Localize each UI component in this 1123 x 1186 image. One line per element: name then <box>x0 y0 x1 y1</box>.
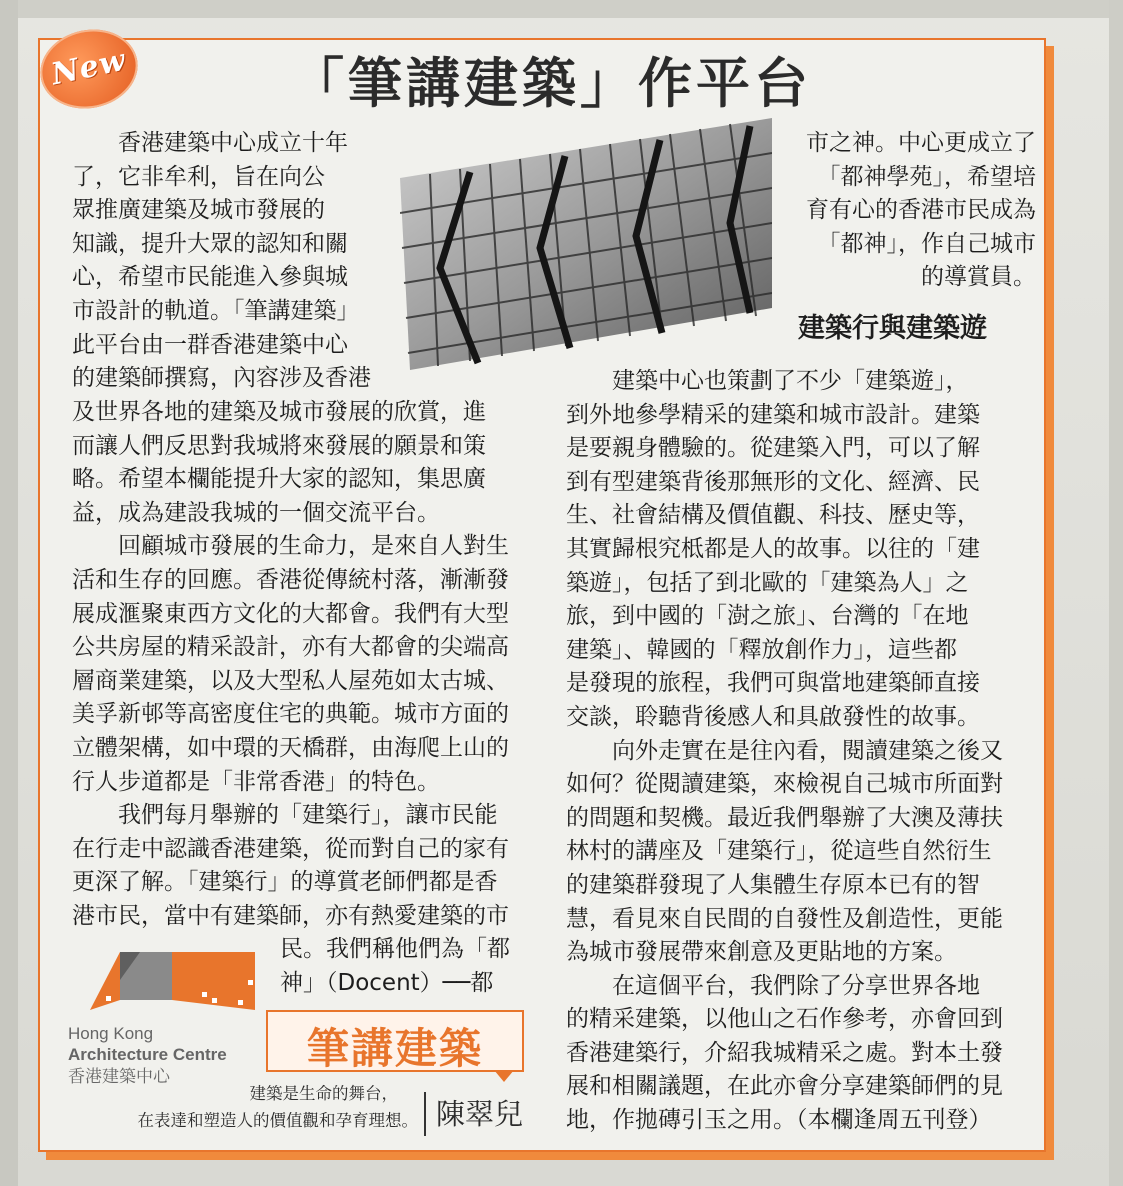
text-line: 我們每月舉辦的「建築行」，讓市民能 <box>72 802 498 829</box>
text-line: 而讓人們反思對我城將來發展的願景和策 <box>72 432 486 459</box>
text-line: 美孚新邨等高密度住宅的典範。城市方面的 <box>72 701 509 728</box>
new-badge-label: New <box>48 42 130 93</box>
text-line: 建築」、韓國的「釋放創作力」，這些都 <box>566 636 957 663</box>
text-line: 民。我們稱他們為「都 <box>280 936 510 962</box>
column-name: 筆講建築 <box>306 1024 483 1073</box>
text-line: 是要親身體驗的。從建築入門，可以了解 <box>566 435 980 462</box>
text-line: 此平台由一群香港建築中心 <box>72 331 348 358</box>
text-line: 行人步道都是「非常香港」的特色。 <box>72 768 440 795</box>
logo-line-2: Architecture Centre <box>68 1045 227 1064</box>
text-line: 活和生存的回應。香港從傳統村落，漸漸發 <box>72 566 509 593</box>
hkac-logo-text <box>68 1024 268 1088</box>
text-line: 在這個平台，我們除了分享世界各地 <box>566 972 980 999</box>
text-line: 到外地參學精采的建築和城市設計。建築 <box>566 401 980 428</box>
text-line: 的導賞員。 <box>921 264 1036 291</box>
author-name: 陳翠兒 <box>424 1092 556 1136</box>
text-line: 築遊」，包括了到北歐的「建築為人」之 <box>566 569 969 596</box>
text-line: 其實歸根究柢都是人的故事。以往的「建 <box>566 535 980 562</box>
text-line: 略。希望本欄能提升大家的認知，集思廣 <box>72 466 486 493</box>
text-line: 向外走實在是往內看，閱讀建築之後又 <box>566 737 1003 764</box>
text-line: 更深了解。「建築行」的導賞老師們都是香 <box>72 869 498 896</box>
text-line: 育有心的香港市民成為 <box>806 197 1036 224</box>
text-line: 了，它非牟利，旨在向公 <box>72 163 325 190</box>
logo-line-1: Hong Kong <box>68 1024 154 1043</box>
text-line: 公共房屋的精采設計，亦有大都會的尖端高 <box>72 634 509 661</box>
column-name-pointer <box>494 1070 514 1082</box>
left-column-body <box>72 396 542 934</box>
adjacent-page-top <box>0 0 1123 18</box>
text-line: 香港建築行，介紹我城精采之處。對本土發 <box>566 1039 1003 1066</box>
text-line: 的問題和契機。最近我們舉辦了大澳及薄扶 <box>566 804 1003 831</box>
motto-line-2: 在表達和塑造人的價值觀和孕育理想。 <box>137 1111 418 1130</box>
motto-line-1: 建築是生命的舞台， <box>249 1084 398 1103</box>
adjacent-page-right <box>1109 0 1123 1186</box>
glass-roof-structure-photo <box>400 118 772 370</box>
text-line: 的精采建築，以他山之石作參考，亦會回到 <box>566 1006 1003 1033</box>
left-column-wrap <box>72 127 402 396</box>
logo-line-3: 香港建築中心 <box>68 1067 170 1086</box>
text-line: 交談，聆聽背後感人和具啟發性的故事。 <box>566 703 980 730</box>
text-line: 的建築群發現了人集體生存原本已有的智 <box>566 871 980 898</box>
text-line: 層商業建築，以及大型私人屋苑如太古城、 <box>72 667 509 694</box>
right-column-wrap <box>766 127 1036 295</box>
text-line: 市設計的軌道。「筆講建築」 <box>72 297 360 324</box>
motto <box>66 1080 418 1134</box>
adjacent-page-left <box>0 0 18 1186</box>
text-line: 心，希望市民能進入參與城 <box>72 264 348 291</box>
text-line: 及世界各地的建築及城市發展的欣賞，進 <box>72 399 486 425</box>
text-line: 知識，提升大眾的認知和關 <box>72 230 348 257</box>
text-line: 生、社會結構及價值觀、科技、歷史等， <box>566 502 980 529</box>
text-line: 地，作拋磚引玉之用。（本欄逢周五刊登） <box>566 1107 992 1134</box>
text-line: 眾推廣建築及城市發展的 <box>72 197 325 224</box>
text-line: 建築中心也策劃了不少「建築遊」， <box>566 368 969 394</box>
text-line: 立體架構，如中環的天橋群，由海爬上山的 <box>72 734 509 761</box>
text-line: 展成滙聚東西方文化的大都會。我們有大型 <box>72 600 509 627</box>
text-line: 是發現的旅程，我們可與當地建築師直接 <box>566 670 980 697</box>
text-line: 到有型建築背後那無形的文化、經濟、民 <box>566 468 980 495</box>
text-line: 林村的講座及「建築行」，從這些自然衍生 <box>566 838 992 865</box>
right-column-body <box>566 365 1036 1138</box>
headline: 「筆講建築」作平台 <box>290 51 812 115</box>
text-line: 如何？從閱讀建築，來檢視自己城市所面對 <box>566 771 1003 798</box>
hkac-folded-logo-icon <box>80 940 260 1020</box>
left-column-tail <box>280 933 540 1000</box>
text-line: 益，成為建設我城的一個交流平台。 <box>72 499 440 526</box>
subheading: 建築行與建築遊 <box>798 313 987 344</box>
text-line: 香港建築中心成立十年 <box>72 130 348 156</box>
column-name-box <box>266 1010 524 1072</box>
text-line: 回顧城市發展的生命力，是來自人對生 <box>72 533 509 560</box>
text-line: 市之神。中心更成立了 <box>806 130 1036 156</box>
text-line: 「都神學苑」，希望培 <box>817 163 1036 190</box>
text-line: 在行走中認識香港建築，從而對自己的家有 <box>72 835 509 862</box>
text-line: 「都神」，作自己城市 <box>817 230 1036 257</box>
text-line: 為城市發展帶來創意及更貼地的方案。 <box>566 939 957 966</box>
text-line: 慧，看見來自民間的自發性及創造性，更能 <box>566 905 1003 932</box>
text-line: 的建築師撰寫，內容涉及香港 <box>72 365 371 392</box>
text-line: 港市民，當中有建築師，亦有熱愛建築的市 <box>72 902 509 929</box>
text-line: 旅，到中國的「澍之旅」、台灣的「在地 <box>566 603 969 630</box>
text-line: 展和相關議題，在此亦會分享建築師們的見 <box>566 1073 1003 1100</box>
text-line: 神」（Docent）──都 <box>280 969 494 996</box>
